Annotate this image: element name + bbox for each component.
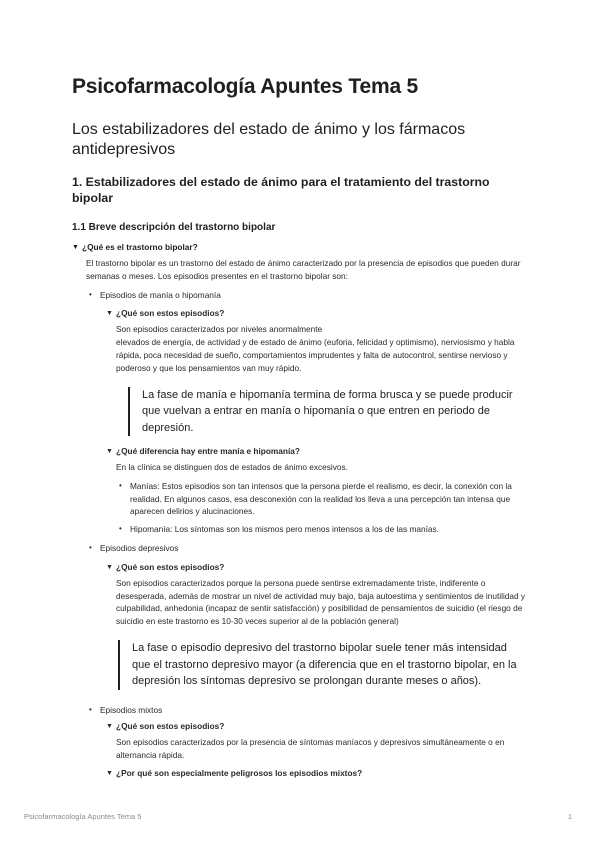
footer-title: Psicofarmacología Apuntes Tema 5 xyxy=(24,812,142,821)
episodes-list xyxy=(86,289,528,779)
toggle-triangle-icon: ▼ xyxy=(106,310,113,318)
toggle-mixtos-que-son[interactable] xyxy=(106,721,528,732)
paragraph: Son episodios caracterizados por niveles anormalmente xyxy=(116,324,323,335)
list-item: • Manías: Estos episodios son tan intensos que la persona pierde el realismo, es decir, la conexión con la realidad. En algunos casos, esa desconexión con la realidad los lleva a una percepción tan intensa que aparecen delirios y alucinaciones. xyxy=(116,480,528,518)
mania-sublist xyxy=(116,480,528,536)
toggle-diferencia-mania-hipomania[interactable] xyxy=(106,446,528,457)
list-item-depresivos xyxy=(86,542,528,689)
toggle-body xyxy=(116,577,528,690)
toggle-body xyxy=(116,736,528,762)
toggle-label: ¿Qué diferencia hay entre manía e hipomanía? xyxy=(116,446,300,457)
list-item-label: Episodios de manía o hipomanía xyxy=(100,289,221,300)
toggle-mania-que-son[interactable] xyxy=(106,308,528,319)
toggle-triangle-icon: ▼ xyxy=(106,723,113,731)
toggle-label: ¿Qué son estos episodios? xyxy=(116,308,225,319)
toggle-body xyxy=(116,323,528,436)
page-title: Psicofarmacología Apuntes Tema 5 xyxy=(72,75,419,98)
blockquote: La fase de manía e hipomanía termina de forma brusca y se puede producir que vuelvan a entrar en manía o hipomanía o que entren en periodo de depresión. xyxy=(128,387,528,437)
toggle-label: ¿Qué es el trastorno bipolar? xyxy=(82,242,198,252)
paragraph: En la clínica se distinguen dos de estados de ánimo excesivos. xyxy=(116,462,348,473)
toggle-triangle-icon: ▼ xyxy=(106,448,113,456)
toggle-mixtos-peligrosos[interactable] xyxy=(106,768,528,779)
list-item-label: Episodios mixtos xyxy=(100,704,163,715)
toggle-triangle-icon: ▼ xyxy=(72,244,79,251)
paragraph: Son episodios caracterizados por la presencia de síntomas maníacos y depresivos simultáneamente o en alternancia rápida. xyxy=(116,737,505,761)
list-item-mania xyxy=(86,289,528,536)
toggle-label: ¿Por qué son especialmente peligrosos los episodios mixtos? xyxy=(116,767,363,778)
toggle-que-es-trastorno-bipolar[interactable] xyxy=(72,242,528,253)
toggle-triangle-icon: ▼ xyxy=(106,563,113,571)
toggle-body xyxy=(86,257,528,779)
blockquote: La fase o episodio depresivo del trastorno bipolar suele tener más intensidad que el trastorno depresivo mayor (a diferencia que en el trastorno bipolar, en la depresión los síntomas depresivo se prolongan durante meses o años). xyxy=(118,640,528,690)
intro-paragraph: El trastorno bipolar es un trastorno del estado de ánimo caracterizado por la presencia de episodios que pueden durar semanas o meses. Los episodios presentes en el trastorno bipolar son: xyxy=(86,258,521,281)
paragraph: elevados de energía, de actividad y de estado de ánimo (euforia, felicidad y optimismo), nerviosismo y habla rápida, poca necesidad de sueño, comportamientos imprudentes y falta de autocontrol, sentirse nervioso y poderoso y que los pensamientos van muy rápido. xyxy=(116,337,515,373)
list-item-mixtos xyxy=(86,704,528,779)
toggle-label: ¿Qué son estos episodios? xyxy=(116,561,225,572)
section-heading-1-1: 1.1 Breve descripción del trastorno bipolar xyxy=(72,222,276,233)
list-item: • Hipomanía: Los síntomas son los mismos pero menos intensos a los de las manías. xyxy=(116,523,528,536)
footer-page-number: 1 xyxy=(567,812,572,821)
section-heading-1: 1. Estabilizadores del estado de ánimo para el tratamiento del trastorno bipolar xyxy=(72,175,490,205)
toggle-body xyxy=(116,461,528,536)
toggle-depresivos-que-son[interactable] xyxy=(106,562,528,573)
page-subtitle: Los estabilizadores del estado de ánimo y los fármacos antidepresivos xyxy=(72,121,466,158)
list-item-label: Episodios depresivos xyxy=(100,543,179,554)
page-content xyxy=(72,74,528,779)
toggle-triangle-icon: ▼ xyxy=(106,769,113,777)
toggle-label: ¿Qué son estos episodios? xyxy=(116,721,225,732)
paragraph: Son episodios caracterizados porque la persona puede sentirse extremadamente triste, indiferente o desesperada, además de mostrar un nivel de actividad muy bajo, baja autoestima y sentimientos de inutilidad y culpabilidad, anhedonia (incapaz de sentir satisfacción) y posibilidad de pensamientos de suicidio (el riesgo de suicidio en este trastorno es 10-30 veces superior al de la población general) xyxy=(116,577,526,627)
